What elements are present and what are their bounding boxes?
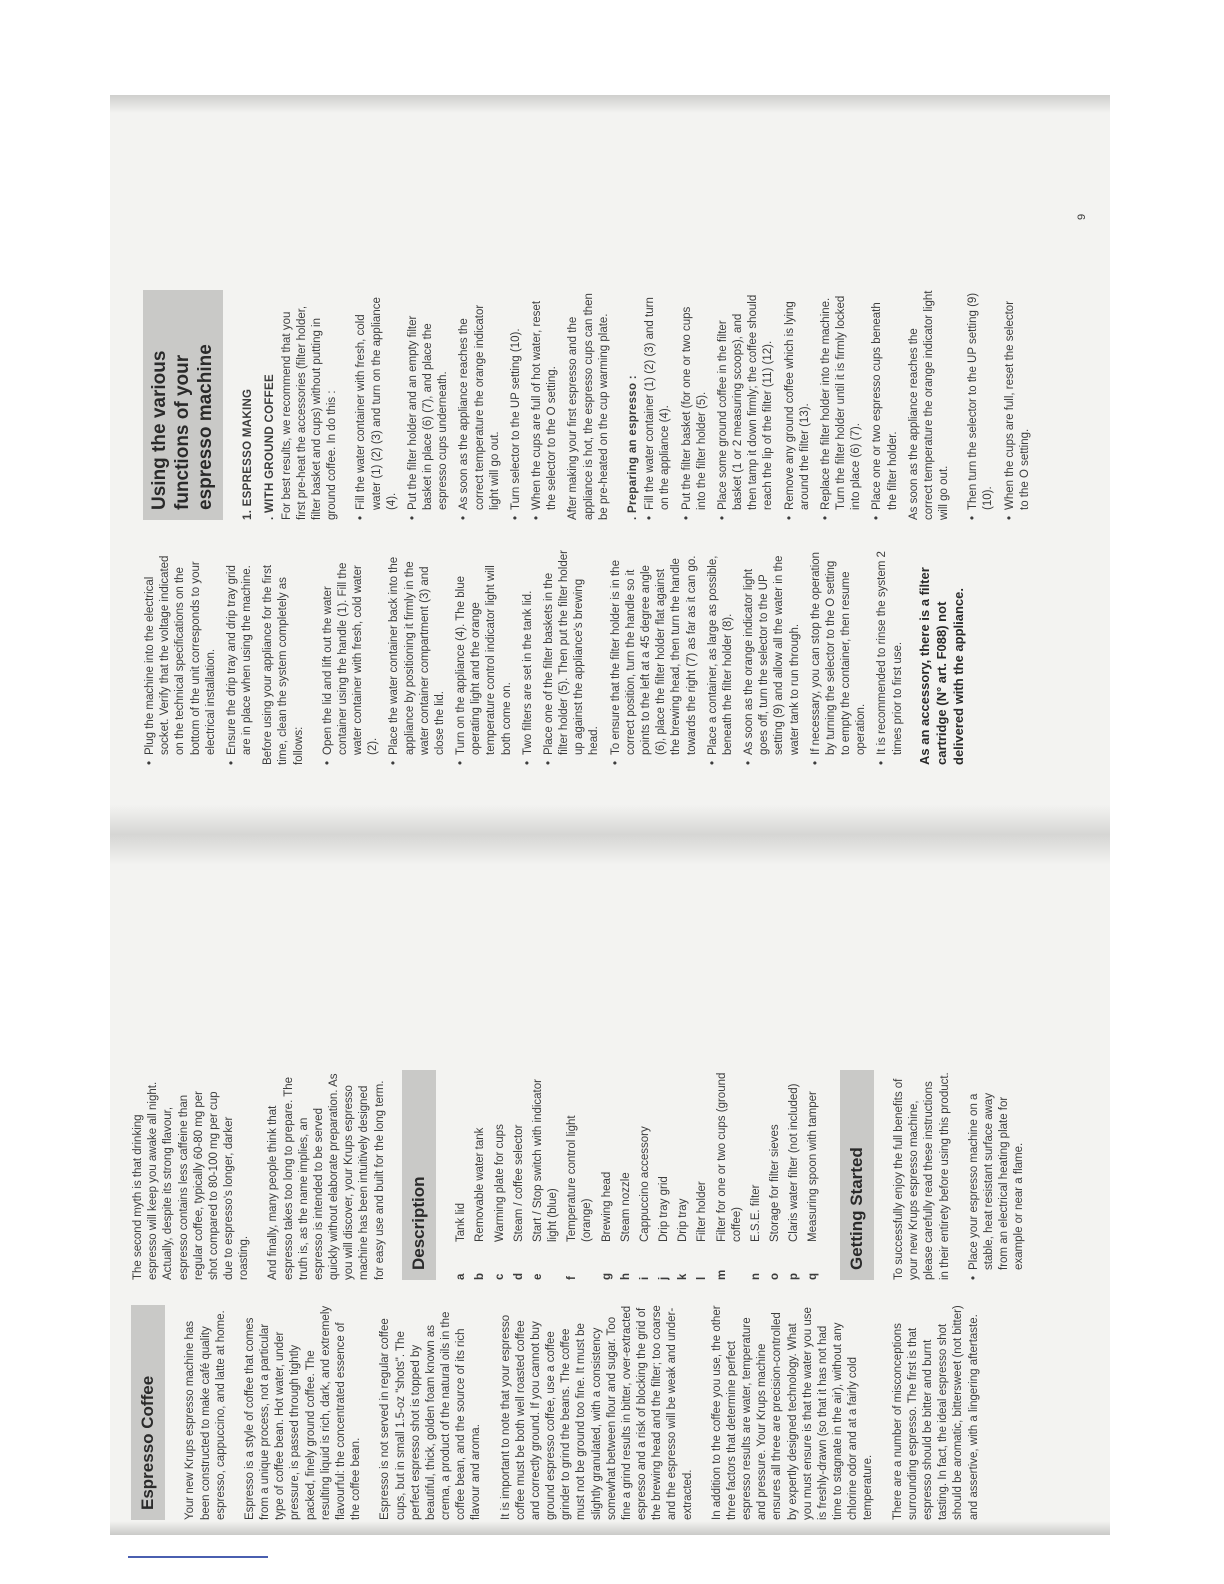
paragraph: The second myth is that drinking espresso will keep you awake all night. Actually, despite its strong flavour, espresso contains less caffeine than regular coffee, typically 60-80 mg per shot compared to 80-100 mg per cup due to espresso's longer, darker roasting. — [132, 1081, 251, 1280]
section-heading-functions: Using the various functions of your espresso machine — [143, 290, 223, 520]
description-letter: k — [677, 1273, 690, 1280]
step-item: • When the cups are full of hot water, reset the selector to the O setting. — [530, 290, 560, 520]
description-letter: g — [600, 1272, 613, 1280]
step-item: • Then turn the selector to the UP setting (9) (10). — [966, 290, 996, 520]
description-text: Measuring spoon with tamper — [807, 1091, 820, 1242]
step-item: • As soon as the appliance reaches the correct temperature the orange indicator light will go out. — [457, 290, 503, 520]
description-text: Tank lid — [455, 1203, 468, 1242]
description-list — [454, 1070, 821, 1280]
step-item: • Place some ground coffee in the filter basket (1 or 2 measuring scoops), and then tamp it down firmly; the coffee should reach the lip of the filter (11) (12). — [716, 290, 777, 520]
description-letter: a — [455, 1273, 468, 1280]
step-item: • To ensure that the filter holder is in the correct position, turn the handle so it points to the left at a 45 degree angle (6), place the filter holder flat against the brewing head, then turn the handle towards the right (7) as far as it can go. — [609, 550, 700, 765]
description-text: Filter for one or two cups (ground coffee) — [715, 1072, 743, 1242]
description-text: Cappuccino accessory — [638, 1126, 651, 1242]
description-item — [768, 1070, 783, 1280]
description-text: Temperature control light (orange) — [566, 1115, 594, 1242]
step-item: • Two filters are set in the tank lid. — [521, 550, 536, 765]
paragraph: In addition to the coffee you use, the other three factors that determine perfect espresso results are water, temperature and pressure. Your Krups machine ensures all three are precision-controlled by expertly designed technology. What you must ensure is that the water you use is freshly-drawn (so that it has not had time to stagnate in the air), without any chlorine odor and at a fairly cold temperature. — [710, 1305, 875, 1520]
paragraph: There are a number of misconceptions surrounding espresso. The first is that espresso should be bitter and burnt tasting. In fact, the ideal espresso shot should be aromatic, bittersweet (not bitter) and assertive, with a lingering aftertaste. — [891, 1305, 980, 1520]
column-description — [131, 1070, 1111, 1280]
description-letter: f — [566, 1276, 579, 1280]
description-letter: b — [474, 1272, 487, 1280]
description-item — [657, 1070, 672, 1280]
bullet-item: • Place your espresso machine on a stable, heat resistant surface away from an electrical heating plate for example or near a flame. — [967, 1070, 1028, 1280]
step-item: • Place one or two espresso cups beneath the filter holder. — [870, 290, 900, 520]
description-text: Removable water tank — [474, 1127, 487, 1242]
step-item: • Fill the water container (1) (2) (3) and turn on the appliance (4). — [643, 290, 673, 520]
description-item — [600, 1070, 615, 1280]
step-item: • Turn selector to the UP setting (10). — [509, 290, 524, 520]
step-item: • It is recommended to rinse the system 2 times prior to first use. — [875, 550, 905, 765]
paragraph: After making your first espresso and the appliance is hot, the espresso cups can then be pre-heated on the cup warming plate. — [567, 293, 610, 520]
description-item — [787, 1070, 802, 1280]
bullet-item: • Ensure the drip tray and drip tray grid are in place when using the machine. — [225, 550, 255, 765]
description-item — [531, 1070, 561, 1280]
paragraph: Your new Krups espresso machine has been constructed to make café quality espresso, cappuccino, and latte at home. — [184, 1310, 227, 1520]
description-letter: n — [749, 1272, 762, 1280]
sub-title-preparing: . Preparing an espresso : — [627, 375, 639, 520]
description-text: Steam / coffee selector — [512, 1124, 525, 1242]
description-letter: q — [807, 1272, 820, 1280]
paragraph: It is important to note that your espresso coffee must be both well roasted coffee and correctly ground. If you cannot buy ground espresso coffee, use a coffee grinder to grind the beans. The coffee must not be ground too fine. It must be slightly granulated, with a consistency somewhat between flour and sugar. Too fine a grind results in bitter, over-extracted espresso and a risk of blocking the grid of the brewing head and the filter; too coarse and the espresso will be weak and under-extracted. — [499, 1305, 694, 1520]
section-title-espresso-making: 1. ESPRESSO MAKING — [242, 388, 255, 520]
description-letter: j — [658, 1276, 671, 1280]
description-item — [749, 1070, 764, 1280]
column-functions — [143, 290, 1123, 520]
accessory-note: As an accessory, there is a filter cartridge (N° art. F088) not delivered with the appliance. — [916, 567, 967, 765]
step-item: • Replace the filter holder into the machine. Turn the filter holder until it is firmly locked into place (6) (7). — [819, 290, 865, 520]
step-item: • Turn on the appliance (4). The blue operating light and the orange temperature control indicator light will both come on. — [454, 550, 515, 765]
paragraph: And finally, many people think that espresso takes too long to prepare. The truth is, as the name implies, an espresso is intended to be served quickly without elaborate preparation. As you will discover, your Krups espresso machine has been intuitively designed for easy use and built for the long term. — [267, 1073, 386, 1280]
page-number: 9 — [1076, 213, 1088, 220]
description-item — [565, 1070, 595, 1280]
paragraph: Before using your appliance for the first time, clean the system completely as follows: — [262, 564, 305, 765]
description-text: Brewing head — [600, 1171, 613, 1242]
step-item: • If necessary, you can stop the operation by turning the selector to the O setting to empty the container, then resume operation. — [809, 550, 870, 765]
description-text: Filter holder — [696, 1181, 709, 1242]
description-letter: l — [696, 1276, 709, 1280]
step-item: • Put the filter holder and an empty filter basket in place (6) (7), and place the espresso cups underneath. — [406, 290, 452, 520]
description-text: E.S.E. filter — [749, 1184, 762, 1242]
description-item — [695, 1070, 710, 1280]
rotated-content — [125, 130, 1115, 1520]
description-item — [806, 1070, 821, 1280]
step-item: • Open the lid and lift out the water container using the handle (1). Fill the water container with fresh, cold water (2). — [321, 550, 382, 765]
description-text: Storage for filter sieves — [769, 1124, 782, 1242]
description-letter: e — [531, 1273, 544, 1280]
bottom-rule — [128, 1556, 268, 1558]
step-item: • Place a container, as large as possible, beneath the filter holder (8). — [706, 550, 736, 765]
description-item — [715, 1070, 745, 1280]
step-item: • When the cups are full, reset the selector to the O setting. — [1003, 290, 1033, 520]
description-text: Drip tray grid — [658, 1176, 671, 1242]
paragraph: To successfully enjoy the full benefits of your new Krups espresso machine, please carefully read these instructions in their entirety before using this product. — [893, 1072, 951, 1280]
description-item — [454, 1070, 469, 1280]
description-item — [512, 1070, 527, 1280]
description-text: Claris water filter (not included) — [788, 1083, 801, 1242]
column-espresso-coffee — [131, 1305, 1111, 1520]
paragraph: As soon as the appliance reaches the correct temperature the orange indicator light will go out. — [907, 290, 951, 520]
section-heading-getting-started: Getting Started — [840, 1070, 874, 1280]
description-item — [619, 1070, 634, 1280]
description-letter: p — [788, 1272, 801, 1280]
sub-title-ground-coffee: . WITH GROUND COFFEE — [263, 374, 276, 520]
step-item: • Place the water container back into the appliance by positioning it firmly in the water container compartment (3) and close the lid. — [387, 550, 448, 765]
step-item: • Put the filter basket (for one or two cups into the filter holder (5). — [680, 290, 710, 520]
description-letter: d — [512, 1272, 525, 1280]
description-text: Start / Stop switch with indicator light (blue) — [531, 1079, 560, 1242]
paragraph: Espresso is a style of coffee that comes from a unique process, not a particular type of coffee bean. Hot water, under pressure, is passed through tightly packed, finely ground coffee. The resulting liquid is rich, dark, and extremely flavourful: the concentrated essence of the coffee bean. — [243, 1305, 363, 1520]
step-item: • Fill the water container with fresh, cold water (1) (2) (3) and turn on the appliance (4). — [354, 290, 400, 520]
description-letter: o — [769, 1272, 782, 1280]
description-item — [473, 1070, 488, 1280]
step-item: • As soon as the orange indicator light goes off, turn the selector to the UP setting (9) and allow all the water in the water tank to run through. — [742, 550, 803, 765]
description-item — [493, 1070, 508, 1280]
description-letter: i — [638, 1276, 651, 1280]
description-item — [638, 1070, 653, 1280]
description-letter: h — [619, 1272, 632, 1280]
section-heading-espresso-coffee: Espresso Coffee — [131, 1305, 165, 1520]
description-letter: c — [493, 1273, 506, 1280]
section-heading-description: Description — [402, 1070, 436, 1280]
description-item — [676, 1070, 691, 1280]
description-text: Steam nozzle — [619, 1172, 632, 1242]
description-text: Warming plate for cups — [493, 1124, 506, 1242]
paragraph: Espresso is not served in regular coffee cups, but in small 1.5-oz "shots". The perfect espresso shot is topped by beautiful, thick, golden foam known as crema, a product of the natural oils in the coffee bean, and the source of its rich flavour and aroma. — [379, 1311, 483, 1520]
description-letter: m — [715, 1269, 728, 1280]
step-item: • Place one of the filter baskets in the filter holder (5). Then put the filter holder up against the appliance's brewing head. — [542, 550, 603, 765]
intro-paragraph: For best results, we recommend that you first pre-heat the accessories (filter holder, filter basket and cups) without putting in ground coffee. In do this : — [280, 305, 339, 520]
column-first-use — [143, 550, 1123, 765]
page-edge-bottom — [110, 1521, 1110, 1535]
step-item: • Remove any ground coffee which is lying around the filter (13). — [783, 290, 813, 520]
page-edge-top — [110, 95, 1110, 113]
bullet-item: • Plug the machine into the electrical socket. Verify that the voltage indicated on the technical specifications on the bottom of the unit corresponds to your electrical installation. — [143, 550, 219, 765]
description-text: Drip tray — [677, 1198, 690, 1242]
